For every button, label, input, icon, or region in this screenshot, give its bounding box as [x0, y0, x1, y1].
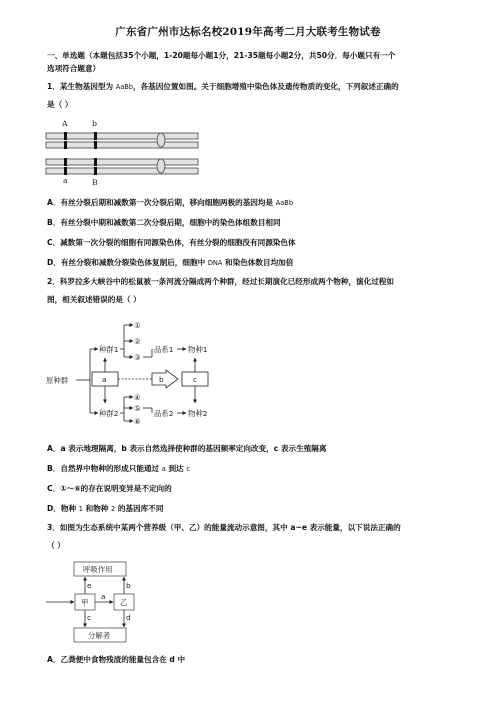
q1-option-c: C．减数第一次分裂的细胞有同源染色体，有丝分裂的细胞没有同源染色体: [47, 238, 296, 247]
q1-genotype: AaBb: [115, 83, 133, 91]
q1-stem-line2: 是（ ）: [47, 100, 73, 109]
yi-label: 乙: [120, 598, 128, 607]
gene-locus: [94, 141, 97, 149]
page-title: 广东省广州市达标名校2019年高考二月大联考生物试卷: [115, 26, 381, 38]
gene-locus: [64, 132, 67, 140]
arrow-label-e: e: [87, 581, 92, 590]
respiration-label: 呼吸作用: [83, 565, 113, 574]
circled-5: ⑤: [134, 404, 141, 413]
chromosome-pair-bottom: [46, 158, 198, 175]
q1-option-d-latin: DNA: [207, 259, 223, 267]
q2-option-d-text-a: D．物种: [47, 504, 77, 513]
q1-option-d-text-a: D．有丝分裂和减数分裂染色体复制后，细胞中: [47, 258, 206, 267]
chromatid: [46, 168, 198, 174]
box-c-label: c: [193, 375, 198, 384]
section-heading-cont: 选项符合题意）: [47, 64, 101, 73]
centromere: [157, 133, 165, 147]
q2-option-d-num-2: 2: [111, 505, 116, 513]
q2-option-b-latin-a: a: [161, 465, 166, 473]
q2-species-2: 物种2: [188, 409, 208, 418]
circled-1: ①: [134, 321, 141, 330]
q1-option-d-text-b: 和染色体数目均加倍: [225, 258, 294, 267]
q1-label-A: A: [62, 119, 68, 128]
q2-population-1: 种群1: [99, 345, 119, 354]
q1-option-d: [47, 257, 457, 269]
q1-chromosome-figure: [40, 116, 210, 188]
circled-2: ②: [134, 337, 141, 346]
box-b-label: b: [159, 375, 164, 384]
q3-stem-line2: （ ）: [47, 541, 65, 550]
arrow-label-b: b: [126, 581, 131, 590]
gene-locus: [94, 132, 97, 140]
q2-option-d-text-b: 的基因库不同: [117, 504, 164, 513]
decomposer-label: 分解者: [88, 631, 111, 640]
chromatid: [46, 142, 198, 148]
q2-strain-1: 品系1: [154, 345, 174, 354]
q2-option-d: [47, 503, 457, 515]
q2-strain-2: 品系2: [154, 409, 174, 418]
gene-locus: [94, 167, 97, 175]
circled-4: ④: [134, 393, 141, 402]
centromere: [157, 159, 165, 173]
q2-option-d-num-1: 1: [78, 505, 83, 513]
q2-population-2: 种群2: [99, 409, 119, 418]
q1-stem-line1: [47, 81, 457, 93]
q2-option-b-text-a: B．自然界中物种的形成只能通过: [47, 464, 160, 473]
q3-stem-line1: 3．如图为生态系统中某两个营养级（甲、乙）的能量流动示意图，其中 a~e 表示能量，以下说法正确的: [47, 523, 401, 532]
circled-6: ⑥: [134, 417, 141, 426]
q1-label-b: b: [92, 119, 97, 128]
chromatid: [46, 133, 198, 139]
q2-option-d-mid: 和物种: [85, 504, 109, 513]
q2-option-a: A．a 表示地理隔离，b 表示自然选择使种群的基因频率定向改变，c 表示生殖隔离: [47, 444, 327, 453]
q3-energy-flow-diagram: [46, 558, 156, 646]
section-heading: 一、单选题（本题包括35个小题，1-20题每小题1分，21-35题每小题2分，共50分．每小题只有一个: [47, 51, 396, 60]
q1-option-a-text: A．有丝分裂后期和减数第一次分裂后期，移向细胞两极的基因均是: [47, 198, 274, 207]
q2-original-population: 原种群: [46, 376, 69, 385]
arrow-label-d: d: [126, 613, 131, 622]
q1-stem-a: 1．某生物基因型为: [47, 82, 114, 91]
q2-option-b-latin-c: c: [186, 465, 190, 473]
q1-option-a-latin: AaBb: [275, 199, 294, 207]
q1-option-b: B．有丝分裂中期和减数第二次分裂后期，细胞中的染色体组数目相同: [47, 218, 281, 227]
q1-stem-b: ，各基因位置如图。关于细胞增殖中染色体及遗传物质的变化，下列叙述正确的: [132, 82, 399, 91]
q1-label-a: a: [63, 176, 68, 185]
gene-locus: [64, 141, 67, 149]
box-a-label: a: [102, 375, 107, 384]
q2-option-b-mid: 到达: [168, 464, 184, 473]
q2-stem-line1: 2．科罗拉多大峡谷中的松鼠被一条河流分隔成两个种群，经过长期演化已经形成两个物种，演化过程如: [47, 277, 394, 286]
jia-label: 甲: [81, 598, 89, 607]
circled-3: ③: [134, 353, 141, 362]
q2-option-c: C．①～⑥的存在说明变异是不定向的: [47, 484, 172, 493]
gene-locus: [64, 158, 67, 166]
q3-option-a: A．乙粪便中食物残渣的能量包含在 d 中: [47, 655, 186, 664]
chromosome-pair-top: [46, 132, 198, 149]
gene-locus: [64, 167, 67, 175]
q2-species-1: 物种1: [188, 345, 208, 354]
box-b-arrow: [152, 370, 178, 388]
q1-label-B: B: [92, 178, 98, 187]
gene-locus: [94, 158, 97, 166]
arrow-label-a: a: [101, 592, 106, 601]
q2-speciation-diagram: [44, 316, 220, 426]
q2-stem-line2: 图，相关叙述错误的是（ ）: [47, 295, 141, 304]
q2-option-b: [47, 463, 457, 475]
chromatid: [46, 159, 198, 165]
arrow-label-c: c: [87, 613, 92, 622]
q1-option-a: [47, 197, 457, 209]
